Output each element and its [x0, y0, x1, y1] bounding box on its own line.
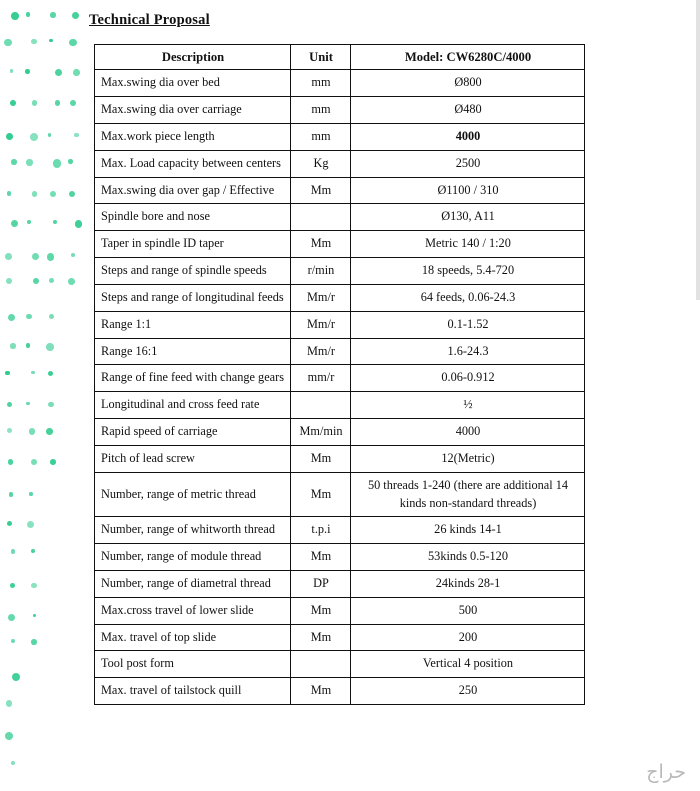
cell-unit: r/min — [291, 258, 351, 285]
cell-value: 1.6-24.3 — [351, 338, 585, 365]
cell-description: Steps and range of longitudinal feeds — [95, 284, 291, 311]
cell-unit — [291, 392, 351, 419]
page-title: Technical Proposal — [89, 12, 210, 28]
table-header — [95, 45, 585, 70]
cell-value: Ø130, A11 — [351, 204, 585, 231]
table-row — [95, 231, 585, 258]
cell-unit: mm — [291, 97, 351, 124]
column-header-description: Description — [95, 45, 291, 70]
cell-description: Pitch of lead screw — [95, 445, 291, 472]
table-row — [95, 338, 585, 365]
table-body — [95, 70, 585, 705]
cell-value: 64 feeds, 0.06-24.3 — [351, 284, 585, 311]
table-header-row — [95, 45, 585, 70]
decorative-dot-pattern — [0, 0, 96, 791]
scrollbar-edge[interactable] — [696, 0, 700, 300]
cell-description: Taper in spindle ID taper — [95, 231, 291, 258]
table-row — [95, 445, 585, 472]
cell-unit: mm — [291, 123, 351, 150]
watermark: حراج — [646, 761, 686, 783]
cell-value: Ø1100 / 310 — [351, 177, 585, 204]
cell-description: Tool post form — [95, 651, 291, 678]
cell-value: 250 — [351, 678, 585, 705]
cell-value: Vertical 4 position — [351, 651, 585, 678]
cell-description: Longitudinal and cross feed rate — [95, 392, 291, 419]
table-row — [95, 517, 585, 544]
cell-unit: Mm/r — [291, 338, 351, 365]
table-row — [95, 597, 585, 624]
cell-value: 18 speeds, 5.4-720 — [351, 258, 585, 285]
table-row — [95, 150, 585, 177]
cell-unit: Mm — [291, 472, 351, 517]
cell-value: Metric 140 / 1:20 — [351, 231, 585, 258]
cell-value: 2500 — [351, 150, 585, 177]
cell-unit: t.p.i — [291, 517, 351, 544]
table-row — [95, 123, 585, 150]
cell-unit: Mm/r — [291, 311, 351, 338]
cell-unit: Mm — [291, 678, 351, 705]
cell-unit: Mm/min — [291, 419, 351, 446]
table-row — [95, 624, 585, 651]
cell-value: 4000 — [351, 419, 585, 446]
cell-unit: Mm — [291, 231, 351, 258]
cell-description: Rapid speed of carriage — [95, 419, 291, 446]
cell-value: 200 — [351, 624, 585, 651]
cell-value: 4000 — [351, 123, 585, 150]
cell-unit — [291, 651, 351, 678]
cell-description: Max.swing dia over carriage — [95, 97, 291, 124]
table-row — [95, 570, 585, 597]
cell-description: Range of fine feed with change gears — [95, 365, 291, 392]
cell-description: Range 1:1 — [95, 311, 291, 338]
cell-unit: DP — [291, 570, 351, 597]
table-row — [95, 678, 585, 705]
cell-unit: Mm/r — [291, 284, 351, 311]
cell-value: 500 — [351, 597, 585, 624]
cell-unit: Mm — [291, 597, 351, 624]
table-row — [95, 204, 585, 231]
cell-value: Ø480 — [351, 97, 585, 124]
cell-value: 0.06-0.912 — [351, 365, 585, 392]
cell-description: Number, range of whitworth thread — [95, 517, 291, 544]
cell-unit: Mm — [291, 544, 351, 571]
table-row — [95, 97, 585, 124]
column-header-model: Model: CW6280C/4000 — [351, 45, 585, 70]
table-row — [95, 284, 585, 311]
specification-table — [94, 44, 585, 705]
table-row — [95, 311, 585, 338]
table-row — [95, 177, 585, 204]
cell-description: Max.swing dia over gap / Effective — [95, 177, 291, 204]
cell-description: Max. Load capacity between centers — [95, 150, 291, 177]
table-row — [95, 392, 585, 419]
cell-unit: mm/r — [291, 365, 351, 392]
table-row — [95, 70, 585, 97]
cell-description: Number, range of module thread — [95, 544, 291, 571]
table-row — [95, 258, 585, 285]
cell-description: Steps and range of spindle speeds — [95, 258, 291, 285]
column-header-unit: Unit — [291, 45, 351, 70]
table-row — [95, 472, 585, 517]
cell-description: Max. travel of tailstock quill — [95, 678, 291, 705]
cell-unit: mm — [291, 70, 351, 97]
cell-description: Max.cross travel of lower slide — [95, 597, 291, 624]
cell-description: Spindle bore and nose — [95, 204, 291, 231]
cell-unit — [291, 204, 351, 231]
cell-value: Ø800 — [351, 70, 585, 97]
cell-description: Number, range of metric thread — [95, 472, 291, 517]
cell-value: ½ — [351, 392, 585, 419]
table-row — [95, 544, 585, 571]
cell-description: Max.work piece length — [95, 123, 291, 150]
cell-description: Max. travel of top slide — [95, 624, 291, 651]
cell-unit: Mm — [291, 624, 351, 651]
cell-value: 12(Metric) — [351, 445, 585, 472]
cell-value: 50 threads 1-240 (there are additional 14 kinds non-standard threads) — [351, 472, 585, 517]
cell-description: Max.swing dia over bed — [95, 70, 291, 97]
cell-description: Number, range of diametral thread — [95, 570, 291, 597]
cell-value: 26 kinds 14-1 — [351, 517, 585, 544]
cell-value: 53kinds 0.5-120 — [351, 544, 585, 571]
cell-description: Range 16:1 — [95, 338, 291, 365]
table-row — [95, 365, 585, 392]
cell-unit: Mm — [291, 445, 351, 472]
cell-unit: Kg — [291, 150, 351, 177]
cell-value: 0.1-1.52 — [351, 311, 585, 338]
cell-value: 24kinds 28-1 — [351, 570, 585, 597]
table-row — [95, 651, 585, 678]
specification-table-container — [94, 44, 584, 705]
cell-unit: Mm — [291, 177, 351, 204]
table-row — [95, 419, 585, 446]
